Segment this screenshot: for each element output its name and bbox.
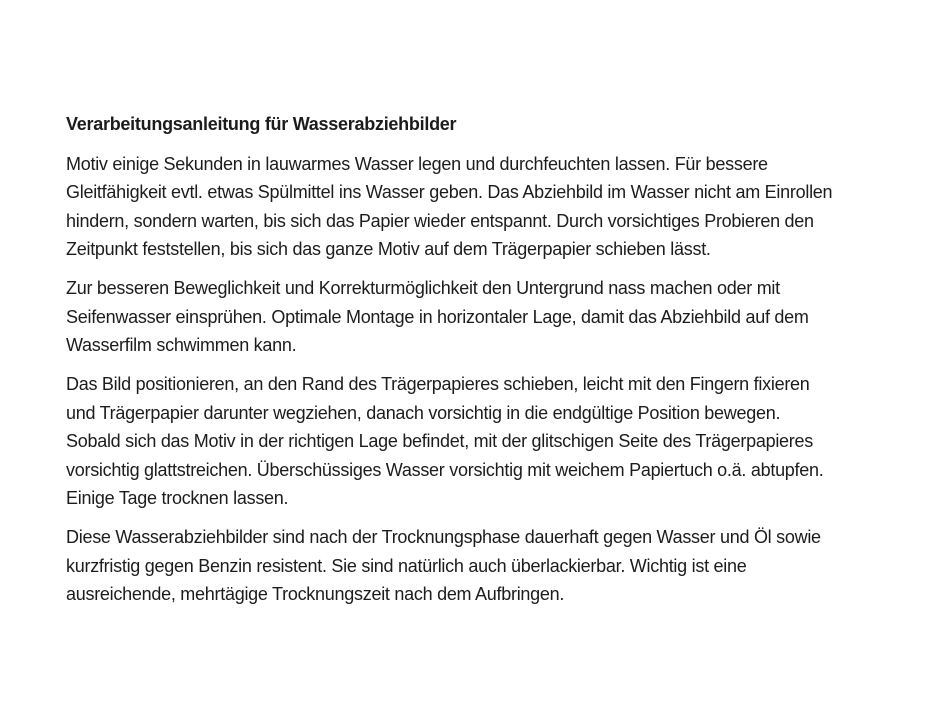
paragraph: [66, 150, 890, 264]
text-line: Zur besseren Beweglichkeit und Korrekturmöglichkeit den Untergrund nass machen oder mit: [66, 278, 780, 298]
text-line: Sobald sich das Motiv in der richtigen Lage befindet, mit der glitschigen Seite des Trägerpapieres: [66, 431, 813, 451]
text-line: Das Bild positionieren, an den Rand des Trägerpapieres schieben, leicht mit den Fingern fixieren: [66, 374, 810, 394]
text-line: Gleitfähigkeit evtl. etwas Spülmittel ins Wasser geben. Das Abziehbild im Wasser nicht am Einrollen: [66, 182, 833, 202]
text-line: hindern, sondern warten, bis sich das Papier wieder entspannt. Durch vorsichtiges Probieren den: [66, 210, 814, 231]
text-line: Einige Tage trocknen lassen.: [66, 488, 289, 508]
page-title: Verarbeitungsanleitung für Wasserabziehbilder: [66, 114, 457, 134]
document-body: [66, 150, 890, 609]
text-line: Diese Wasserabziehbilder sind nach der Trocknungsphase dauerhaft gegen Wasser und Öl sowie: [66, 527, 821, 547]
text-line: ausreichende, mehrtägige Trocknungszeit nach dem Aufbringen.: [66, 584, 565, 604]
paragraph: [66, 523, 890, 609]
text-line: Zeitpunkt feststellen, bis sich das ganze Motiv auf dem Trägerpapier schieben lässt.: [66, 239, 711, 259]
text-line: Seifenwasser einsprühen. Optimale Montage in horizontaler Lage, damit das Abziehbild auf dem: [66, 306, 809, 327]
text-line: und Trägerpapier darunter wegziehen, danach vorsichtig in die endgültige Position bewegen.: [66, 402, 781, 423]
text-line: kurzfristig gegen Benzin resistent. Sie sind natürlich auch überlackierbar. Wichtig ist eine: [66, 555, 747, 576]
text-line: Wasserfilm schwimmen kann.: [66, 335, 297, 355]
text-line: vorsichtig glattstreichen. Überschüssiges Wasser vorsichtig mit weichem Papiertuch o.ä. abtupfen.: [66, 459, 824, 480]
text-line: Motiv einige Sekunden in lauwarmes Wasser legen und durchfeuchten lassen. Für bessere: [66, 153, 768, 174]
paragraph: [66, 370, 890, 513]
paragraph: [66, 274, 890, 360]
